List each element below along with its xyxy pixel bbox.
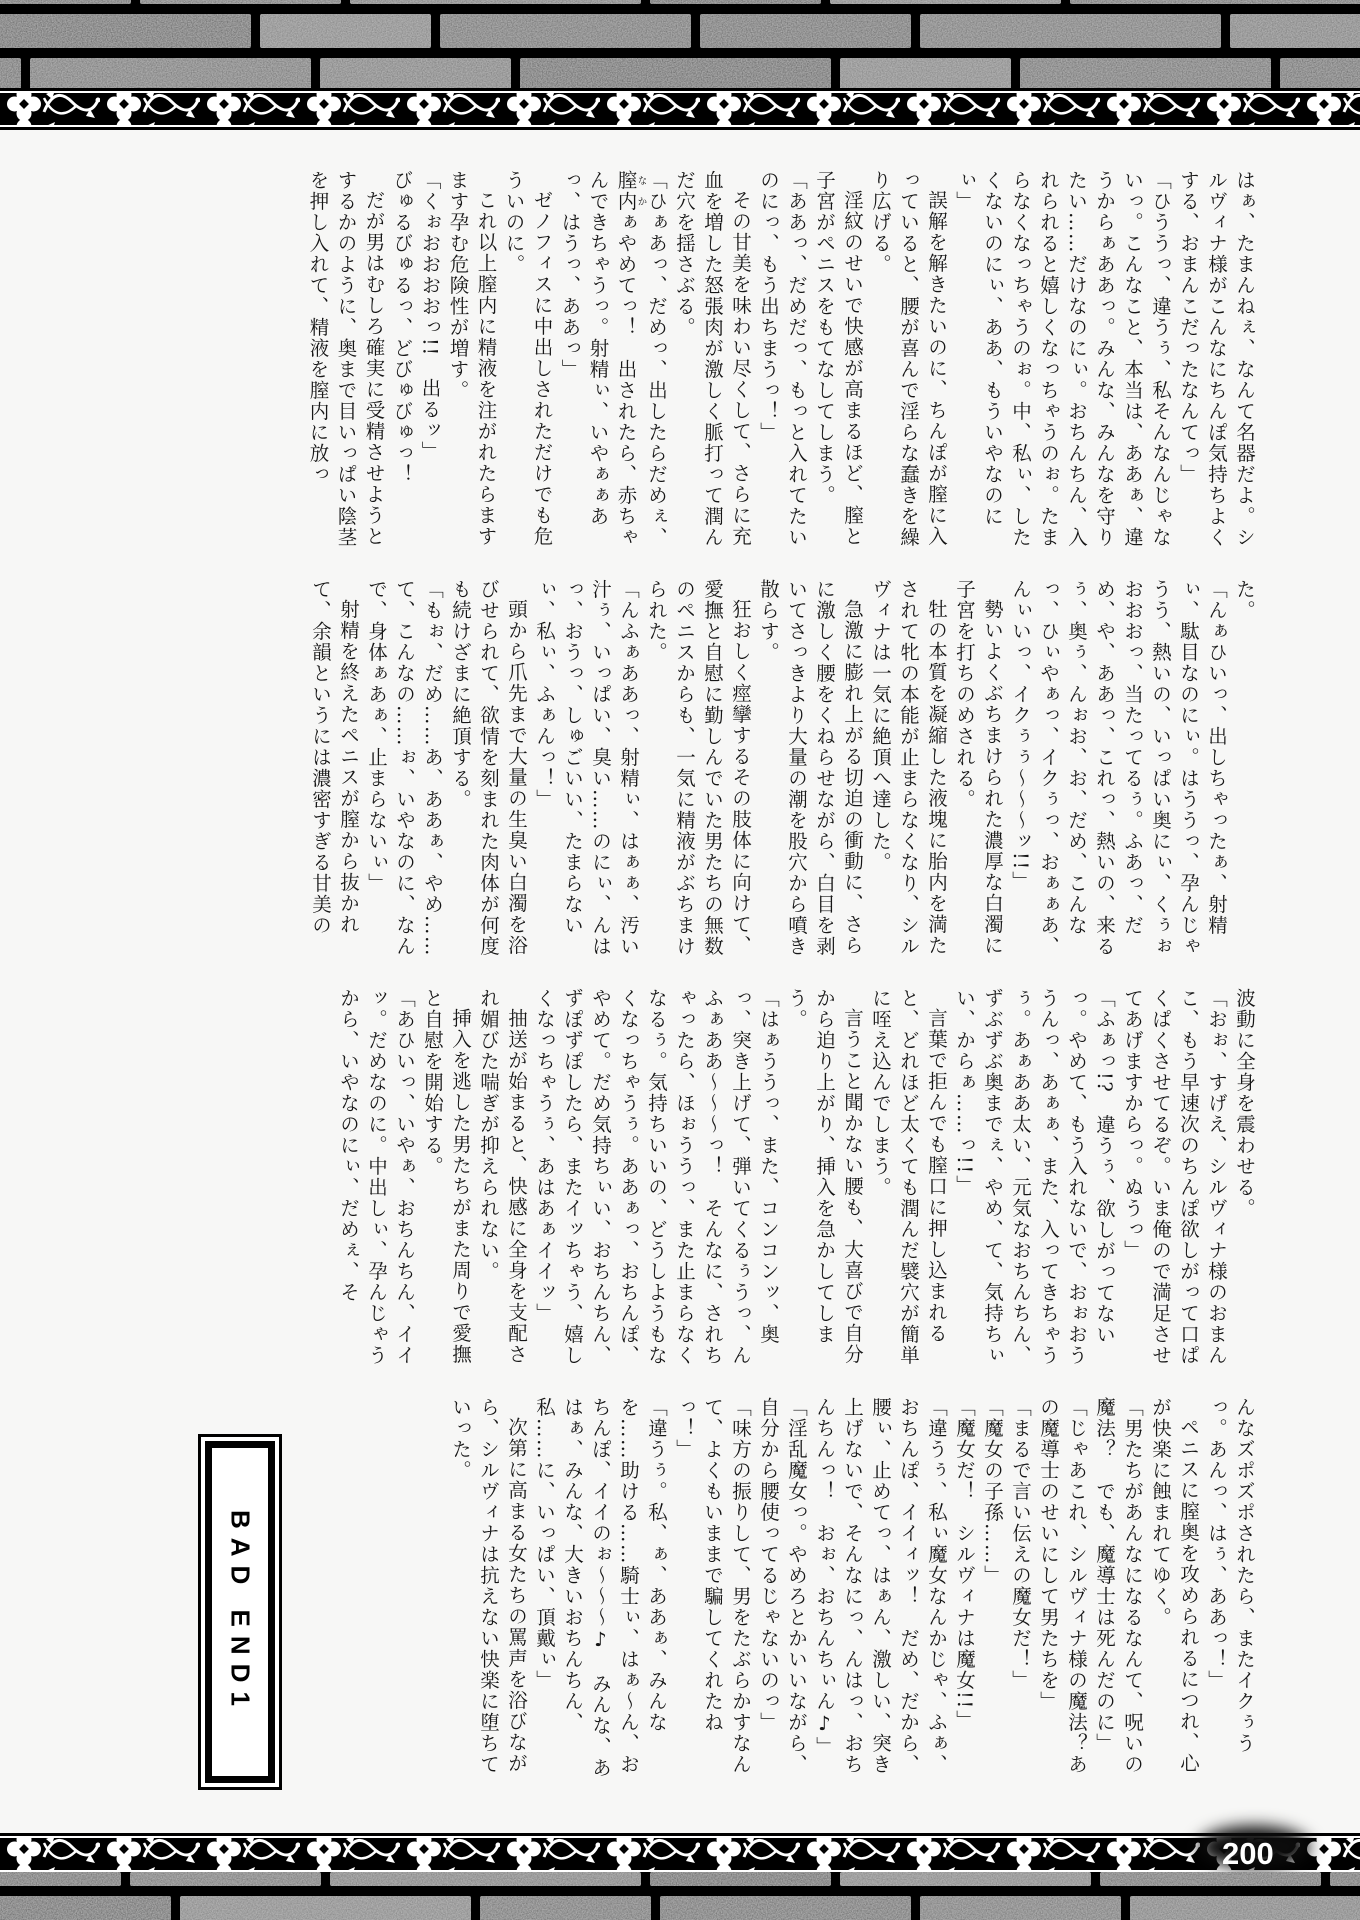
paragraph: 「魔女だ！ シルヴィナは魔女!!」 [953, 1397, 976, 1731]
paragraph: 挿入を逃した男たちがまた周りで愛撫と自慰を開始する。 [421, 988, 472, 1365]
paragraph: 「じゃあこれ、シルヴィナ様の魔法？あの魔導士のせいにして男たちを」 [1037, 1397, 1088, 1775]
paragraph: 波動に全身を震わせる。 [1233, 988, 1256, 1219]
paragraph: 「魔女の子孫……」 [981, 1397, 1004, 1586]
paragraph: 「んぁひいっ、出しちゃったぁ、射精ぃ、駄目なのにぃ。はううっ、孕んじゃうう、熱いの、いっぱい奥にぃ、くぅぉおおおっ、当たってるぅ。ふあっ、だめ、や、ああっ、これっ、熱いの、来るぅ、奥ぅ、んぉお、お、だめ、こんなっ、ひぃやぁっ、イクぅっ、おぁぁあ、んぃいっ、イクぅぅ～～～ッ!!」 [1009, 579, 1228, 957]
brick-texture-bottom [0, 1872, 1360, 1920]
paragraph: びゅるびゅるっ、どびゅびゅっ！ [390, 170, 414, 485]
paragraph: 「まるで言い伝えの魔女だ！」 [1009, 1397, 1032, 1691]
text-band-3 [128, 988, 1258, 1373]
paragraph: 「味方の振りして、男をたぶらかすなんて、よくもいままで騙してくれたねっ！」 [673, 1397, 752, 1775]
paragraph: 「淫乱魔女っ。やめろとかいいながら、自分から腰使ってるじゃないのっ」 [757, 1397, 808, 1775]
paragraph: 「もぉ、だめ……あ、ああぁ、やめ……て、こんなの……ぉ、いやなのに、なんで、身体ぁあぁ、止まらないぃ」 [365, 579, 444, 957]
paragraph: 射精を終えたペニスが膣から抜かれて、余韻というには濃密すぎる甘美の [309, 579, 360, 936]
paragraph: 「あひいっ、いやぁ、おちんちん、イイッ。だめなのに。中出しぃ、孕んじゃうから、いやなのにぃ、だめぇ、そ [337, 988, 416, 1366]
bad-end-inner-frame [205, 1441, 275, 1783]
paragraph: だが男はむしろ確実に受精させようとするかのように、奥まで目いっぱい陰茎を押し入れて、精液を膣内に放っ [306, 170, 386, 548]
brick-texture-top [0, 0, 1360, 88]
paragraph: ゼノフィスに中出しされただけでも危ういのに。 [502, 170, 554, 547]
page-number: 200 [1222, 1836, 1274, 1871]
paragraph: 淫紋のせいで快感が高まるほど、膣と子宮がペニスをもてなしてしまう。 [813, 170, 864, 547]
text-band-1 [128, 170, 1258, 555]
paragraph: その甘美を味わい尽くして、さらに充血を増した怒張肉が激しく脈打って潤んだ穴を揺さぶる。 [673, 170, 752, 548]
bad-end-label: BAD END1 [225, 1509, 256, 1715]
paragraph: た。 [1233, 579, 1256, 621]
paragraph: 「違うぅ。私、ぁ、ああぁ、みんなを……助ける……騎士ぃ、はぁ～ん、おちんぽ、イイのぉ～～～♪ みんな、あはぁ、みんな、大きいおちんちん、私……に、いっぱい、頂戴ぃ」 [533, 1397, 668, 1779]
paragraph: 勢いよくぶちまけられた濃厚な白濁に子宮を打ちのめされる。 [953, 579, 1004, 956]
paragraph: 牡の本質を凝縮した液塊に胎内を満たされて牝の本能が止まらなくなり、シルヴィナは一気に絶頂へ達した。 [869, 579, 948, 957]
paragraph: ペニスに膣奥を攻められるにつれ、心が快楽に蝕まれてゆく。 [1149, 1397, 1200, 1774]
paragraph: これ以上膣内に精液を注がれたらますます孕む危険性が増す。 [446, 170, 498, 547]
paragraph: 「くぉおおおおっ!! 出るッ」 [418, 170, 442, 462]
paragraph: 「ひぁあっ、だめっ、出したらだめぇ、膣内なかぁやめてっ！ 出されたら、赤ちゃんできちゃうっ。射精ぃ、いやぁぁあっ、はうっ、ああっ」 [558, 170, 668, 548]
paragraph: はぁ、たまんねぇ、なんて名器だよ。シルヴィナ様がこんなにちんぽ気持ちよくする、おまんこだったなんてっ」 [1177, 170, 1256, 548]
text-content [128, 170, 1258, 1810]
paragraph: 「おぉ、すげえ、シルヴィナ様のおまんこ、もう早速次のちんぽ欲しがって口ぱくぱくさせてるぞ。いま俺ので満足させてあげますからっ。ぬうっ」 [1121, 988, 1228, 1366]
paragraph: んなズポズポされたら、またイクぅうっ。あんっ、はぅ、ああっ！」 [1205, 1397, 1256, 1754]
paragraph: 抽送が始まると、快感に全身を支配され媚びた喘ぎが抑えられない。 [477, 988, 528, 1365]
paragraph: 「んふぁああっ、射精ぃ、はぁぁ、汚い汁ぅ、いっぱい、臭い……のにぃ、んはっ、おうっ、しゅごいい、たまらないぃ、私ぃ、ふぁんっ！」 [533, 579, 640, 957]
ornamental-border-bottom [0, 1833, 1360, 1875]
bad-end-box [198, 1434, 282, 1790]
paragraph: 「違うぅ、私ぃ魔女なんかじゃ、ふぁ、おちんぽ、イイィッ！ だめ、だから、腰ぃ、止めてっ、はぁん、激しい、突き上げないで、そんなにっ、んはっ、おちんちんっ！ おぉ、おちんちぃん♪」 [813, 1397, 948, 1775]
text-band-2 [128, 579, 1258, 964]
paragraph: 次第に高まる女たちの罵声を浴びながら、シルヴィナは抗えない快楽に堕ちていった。 [449, 1397, 528, 1775]
paragraph: 「ひううっ、違うぅ、私そんなんじゃないっ。こんなこと、本当は、ああぁ、違うからぁああっ。みんな、みんなを守りたい……だけなのにぃ。おちんちん、入れられると嬉しくなっちゃうのぉ。たまらなくなっちゃうのぉ。中、私ぃ、したくないのにぃ、ああ、もういやなのにぃ」 [953, 170, 1172, 548]
paragraph: 言うこと聞かない腰も、大喜びで自分から迫り上がり、挿入を急かしてしまう。 [785, 988, 864, 1365]
paragraph: 急激に膨れ上がる切迫の衝動に、さらに激しく腰をくねらせながら、白目を剥いてさっきより大量の潮を股穴から噴き散らす。 [757, 579, 864, 957]
paragraph: 狂おしく痙攣するその肢体に向けて、愛撫と自慰に勤しんでいた男たちの無数のペニスからも、一気に精液がぶちまけられた。 [645, 579, 752, 957]
paragraph: 頭から爪先まで大量の生臭い白濁を浴びせられて、欲情を刻まれた肉体が何度も続けざまに絶頂する。 [449, 579, 528, 957]
paragraph: 「ああっ、だめだっ、もっと入れてたいのにっ、もう出ちまうっ！」 [757, 170, 808, 548]
paragraph: 誤解を解きたいのに、ちんぽが膣に入っていると、腰が喜んで淫らな蠢きを繰り広げる。 [869, 170, 948, 548]
paragraph: 「男たちがあんなになるなんて、呪いの魔法？ でも、魔導士は死んだのに」 [1093, 1397, 1144, 1775]
paragraph: 「はぁううっ、また、コンコンッ、奥っ、突き上げて、弾いてくるぅうっ、んふぁああ～～～っ！ そんなに、されちゃったら、ほぉううっ、また止まらなくなるぅ。気持ちいいの、どうしようもなくなっちゃうぅ。ああぁっ、おちんぽ、やめて。だめ気持ちぃい、おちんちん、ずぽずぽしたら、またイッちゃう、嬉しくなっちゃうぅ、あはあぁイイッ」 [533, 988, 780, 1366]
text-band-4 [128, 1397, 1258, 1782]
paragraph: 言葉で拒んでも膣口に押し込まれると、どれほど太くても潤んだ襞穴が簡単に咥え込んでしまう。 [869, 988, 948, 1366]
ornamental-border-top [0, 88, 1360, 130]
paragraph: 「ふぁっ!? 違うぅ、欲しがってないっ。やめて、もう入れないで、おぉおううんっ、あぁぁ、また、入ってきちゃうぅ。あぁああ太い、元気なおちんちん、ずぶずぶ奥までぇ、やめ、て、気持ちぃい、からぁ……っ!!」 [953, 988, 1116, 1366]
